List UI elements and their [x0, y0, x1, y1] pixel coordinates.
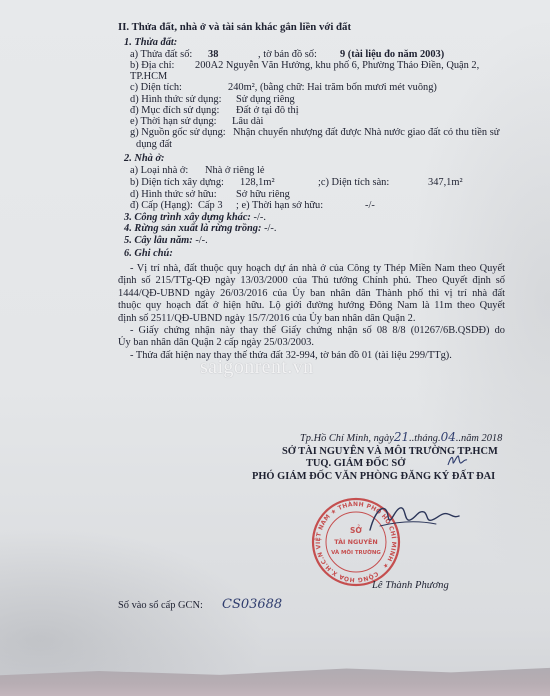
origin-value-cont: dụng đất [136, 139, 173, 150]
house-area-row [0, 177, 550, 189]
build-area-label: b) Diện tích xây dựng: [130, 177, 224, 188]
ownership-label: d) Hình thức sở hữu: [130, 189, 217, 200]
origin-value: Nhận chuyển nhượng đất được Nhà nước giao đất có thu tiền sử [233, 127, 500, 138]
registry-number: CS03688 [222, 597, 283, 612]
note-line: Ủy ban nhân dân Quận 2 cấp ngày 25/03/2003. [118, 337, 314, 349]
land-origin-row-cont [0, 139, 550, 151]
use-form-label: d) Hình thức sử dụng: [130, 94, 222, 105]
own-term-label: ; e) Thời hạn sở hữu: [236, 200, 324, 211]
build-area-value: 128,1m² [240, 177, 275, 188]
initial-mark [446, 454, 468, 468]
term-value: Lâu dài [232, 116, 264, 127]
ownership-value: Sở hữu riêng [236, 189, 290, 200]
other-item-forest [124, 223, 276, 235]
watermark: saigonrent.vn [200, 356, 314, 378]
other-item-value: -/-. [264, 223, 277, 234]
term-label: e) Thời hạn sử dụng: [130, 116, 217, 127]
initial-stroke [448, 456, 467, 465]
other-item-value: -/-. [253, 212, 266, 223]
land-heading: 1. Thửa đất: [124, 37, 178, 48]
grade-value: Cấp 3 [198, 200, 223, 211]
issue-day: 21 [393, 430, 410, 444]
other-item-label: 4. Rừng sản xuất là rừng trồng: [124, 223, 262, 234]
other-item-value: -/-. [195, 235, 208, 246]
use-form-value: Sử dụng riêng [236, 94, 295, 105]
registry-label: Số vào sổ cấp GCN: [118, 600, 203, 611]
note-line: định số 215/TTg-QĐ ngày 13/03/2000 của Thủ tướng Chính phủ. Theo Quyết định số [118, 275, 505, 287]
area-value: 240m², (bằng chữ: Hai trăm bốn mươi mét vuông) [228, 82, 437, 93]
place-date-prefix: Tp.Hồ Chí Minh, ngày [300, 433, 394, 444]
house-heading: 2. Nhà ở: [124, 153, 165, 164]
section-title: II. Thửa đất, nhà ở và tài sản khác gắn liền với đất [118, 21, 352, 33]
house-grade-row [0, 200, 550, 212]
issuing-authority: TUQ. GIÁM ĐỐC SỞ [306, 458, 406, 469]
floor-area-value: 347,1m² [428, 177, 463, 188]
address-label: b) Địa chỉ: [130, 60, 175, 71]
signature-underline [380, 522, 436, 526]
land-area-row [0, 82, 550, 94]
issue-date-line [300, 431, 502, 445]
floor-area-label: ;c) Diện tích sàn: [318, 177, 390, 188]
parcel-number: 38 [208, 49, 219, 60]
map-sheet-label: , tờ bản đồ số: [258, 49, 317, 60]
issue-month: 04 [440, 430, 456, 444]
area-label: c) Diện tích: [130, 82, 182, 93]
seal-center-line: VÀ MÔI TRƯỜNG [331, 550, 381, 556]
map-sheet-value: 9 (tài liệu đo năm 2003) [340, 49, 445, 60]
note-line: - Thửa đất hiện nay thay thế thửa đất 32-994, tờ bản đồ 01 (tài liệu 299/TTg). [130, 349, 452, 361]
parcel-label: a) Thửa đất số: [130, 49, 193, 60]
month-label: ..tháng. [409, 433, 441, 444]
note-line: - Vị trí nhà, đất thuộc quy hoạch dự án nhà ở của Công ty Thép Miền Nam theo Quyết [130, 263, 505, 274]
note-line: 1444/QĐ-UBND ngày 26/03/2016 của Ủy ban nhân dân Thành phố thì vị trí nhà đất [118, 287, 505, 299]
signer-position: PHÓ GIÁM ĐỐC VĂN PHÒNG ĐĂNG KÝ ĐẤT ĐAI [252, 471, 496, 482]
own-term-value: -/- [365, 200, 375, 211]
seal-ring-text: CỘNG HÒA X.H.C.N VIỆT NAM ★ THÀNH PHỐ HỒ CHÍ MINH ★ [314, 500, 398, 584]
house-type-label: a) Loại nhà ở: [130, 165, 189, 176]
handwritten-signature [366, 498, 462, 540]
notes-heading: 6. Ghi chú: [124, 248, 173, 259]
seal-center-line: SỞ [350, 526, 362, 535]
address-value-cont: TP.HCM [130, 71, 168, 82]
seal-center-line: TÀI NGUYÊN [334, 538, 378, 546]
purpose-label: đ) Mục đích sử dụng: [130, 105, 220, 116]
other-item-label: 5. Cây lâu năm: [124, 235, 193, 246]
note-line: định số 2511/QĐ-UBND ngày 15/7/2016 của Ủy ban nhân dân Quận 2. [118, 312, 416, 324]
photo-background-edge [0, 664, 550, 696]
address-value: 200A2 Nguyễn Văn Hưởng, khu phố 6, Phường Thảo Điền, Quận 2, [195, 60, 480, 71]
origin-label: g) Nguồn gốc sử dụng: [130, 127, 226, 138]
house-type-row [0, 165, 550, 177]
other-item-label: 3. Công trình xây dựng khác: [124, 212, 251, 223]
year-label: ..năm 2018 [455, 433, 503, 444]
grade-label: đ) Cấp (Hạng): [130, 200, 193, 211]
note-line: thuộc quy hoạch đất ở hiện hữu. Lộ giới đường hướng Đông Nam là 11m theo Quyết [118, 300, 505, 312]
house-type-value: Nhà ở riêng lẻ [205, 165, 265, 176]
signer-name: Lê Thành Phương [372, 580, 449, 591]
signature-stroke [370, 508, 459, 530]
issuing-agency: SỞ TÀI NGUYÊN VÀ MÔI TRƯỜNG TP.HCM [282, 446, 498, 457]
purpose-value: Đất ở tại đô thị [236, 105, 299, 116]
note-line: - Giấy chứng nhận này thay thế Giấy chứng nhận số 08 8/8 (01267/6B.QSDĐ) do [130, 325, 505, 336]
land-origin-row [0, 127, 550, 139]
other-item-perennial [124, 235, 208, 247]
